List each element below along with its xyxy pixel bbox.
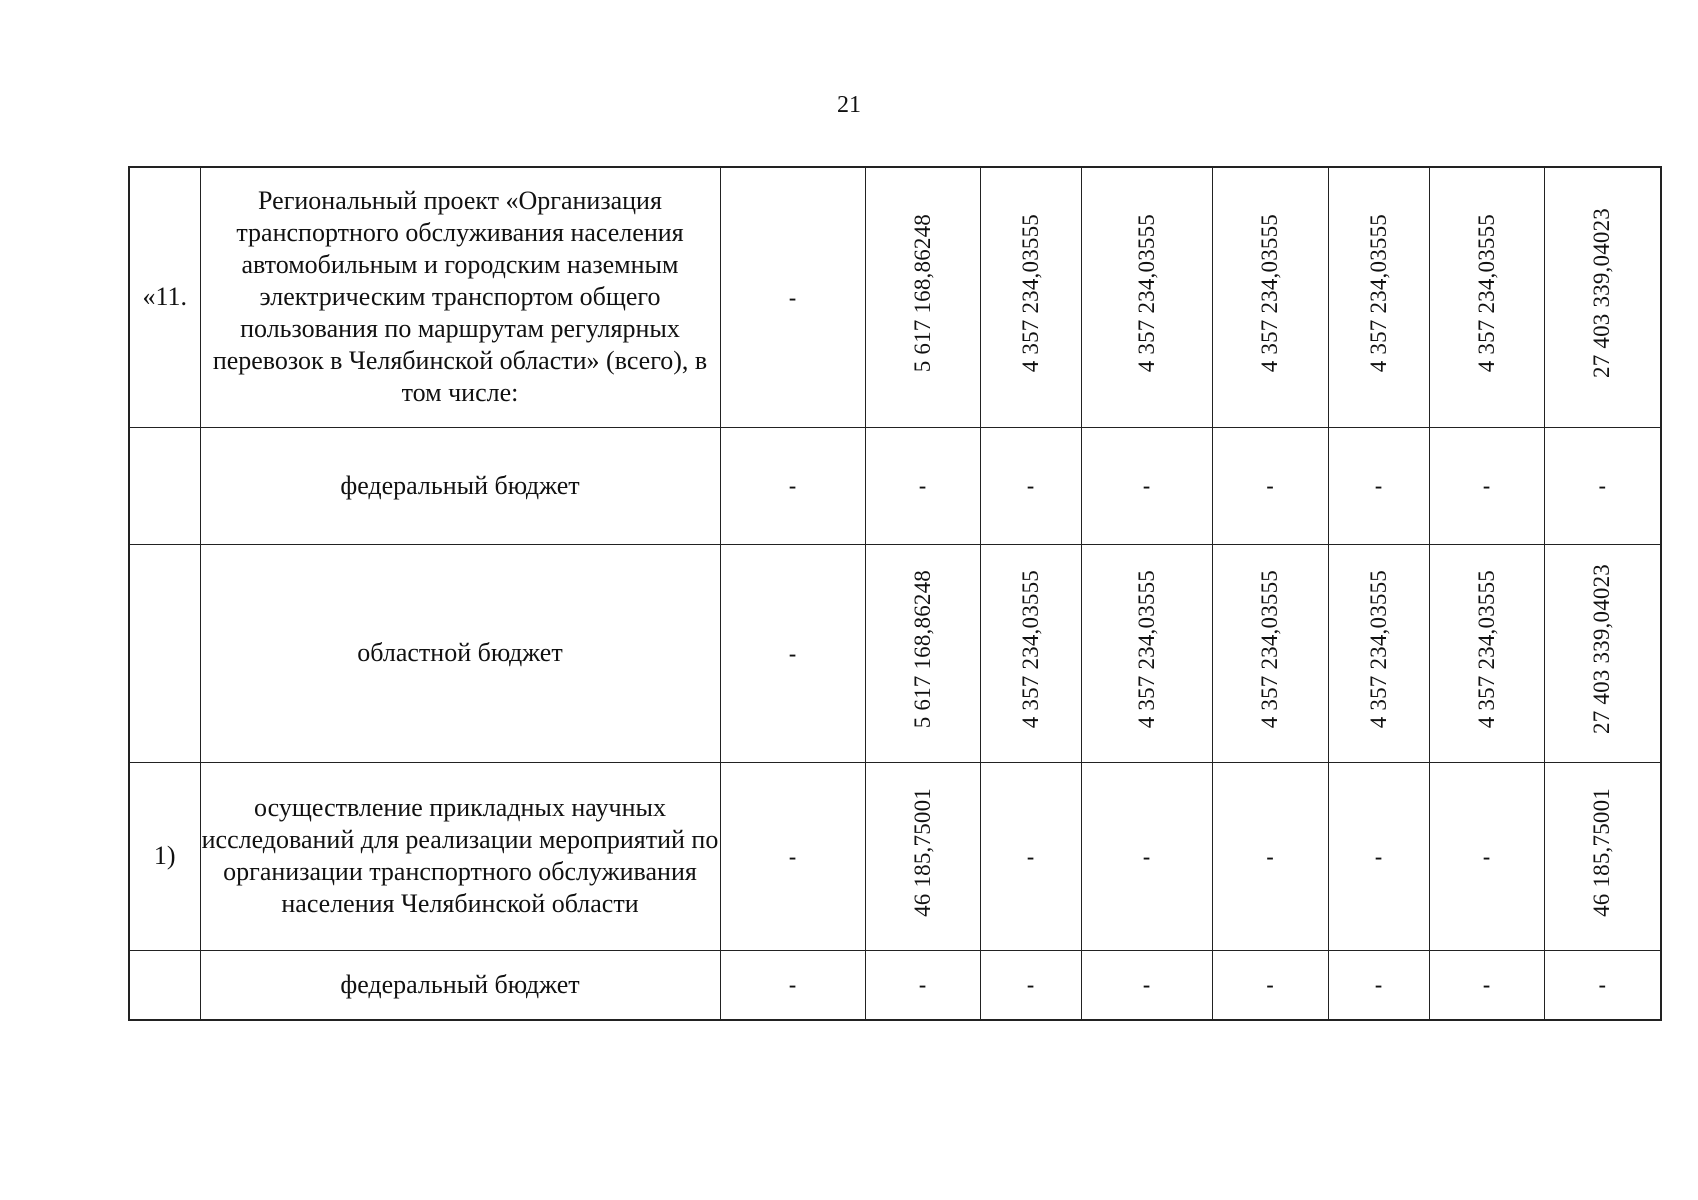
value-cell: -: [1328, 950, 1429, 1020]
value-cell: 46 185,75001: [865, 762, 980, 950]
value-cell: 4 357 234,03555: [1429, 167, 1544, 427]
table-row: [129, 544, 1661, 762]
value-cell: 4 357 234,03555: [1328, 167, 1429, 427]
value-cell: -: [1429, 762, 1544, 950]
row-column-3: -: [720, 950, 865, 1020]
value-cell: -: [1429, 950, 1544, 1020]
value-cell: 5 617 168,86248: [865, 544, 980, 762]
row-name: осуществление прикладных научных исследований для реализации мероприятий по организации транспортного обслуживания населения Челябинской области: [200, 762, 720, 950]
value-cell: -: [1081, 762, 1212, 950]
value-cell: -: [1429, 427, 1544, 544]
value-cell: 4 357 234,03555: [1212, 167, 1328, 427]
value-cell: -: [980, 950, 1081, 1020]
value-cell: -: [980, 427, 1081, 544]
value-cell: 4 357 234,03555: [1081, 544, 1212, 762]
value-cell: -: [1081, 427, 1212, 544]
table-row: [129, 167, 1661, 427]
value-cell: -: [1212, 427, 1328, 544]
table-row: [129, 950, 1661, 1020]
row-column-3: -: [720, 544, 865, 762]
budget-table: [128, 166, 1662, 1021]
value-cell: 4 357 234,03555: [1328, 544, 1429, 762]
table-row: [129, 427, 1661, 544]
value-cell: 4 357 234,03555: [1429, 544, 1544, 762]
row-number: [129, 544, 200, 762]
row-name: федеральный бюджет: [200, 427, 720, 544]
value-cell-total: 27 403 339,04023: [1544, 167, 1661, 427]
row-number: 1): [129, 762, 200, 950]
value-cell: -: [1081, 950, 1212, 1020]
value-cell-total: -: [1544, 950, 1661, 1020]
value-cell: -: [865, 950, 980, 1020]
value-cell: -: [1328, 427, 1429, 544]
row-name: Региональный проект «Организация транспортного обслуживания населения автомобильным и городским наземным электрическим транспортом общего пользования по маршрутам регулярных перевозок в Челябинской области» (всего), в том числе:: [200, 167, 720, 427]
table-row: [129, 762, 1661, 950]
row-column-3: -: [720, 167, 865, 427]
value-cell-total: 27 403 339,04023: [1544, 544, 1661, 762]
row-name: федеральный бюджет: [200, 950, 720, 1020]
value-cell: 4 357 234,03555: [980, 167, 1081, 427]
row-number: [129, 950, 200, 1020]
value-cell: -: [1212, 762, 1328, 950]
value-cell-total: -: [1544, 427, 1661, 544]
value-cell: 5 617 168,86248: [865, 167, 980, 427]
row-number: [129, 427, 200, 544]
value-cell: -: [865, 427, 980, 544]
row-column-3: -: [720, 762, 865, 950]
value-cell: 4 357 234,03555: [1081, 167, 1212, 427]
value-cell: -: [1328, 762, 1429, 950]
row-name: областной бюджет: [200, 544, 720, 762]
value-cell-total: 46 185,75001: [1544, 762, 1661, 950]
value-cell: 4 357 234,03555: [1212, 544, 1328, 762]
value-cell: -: [980, 762, 1081, 950]
row-number: «11.: [129, 167, 200, 427]
row-column-3: -: [720, 427, 865, 544]
value-cell: -: [1212, 950, 1328, 1020]
page-number: 21: [837, 92, 861, 118]
value-cell: 4 357 234,03555: [980, 544, 1081, 762]
